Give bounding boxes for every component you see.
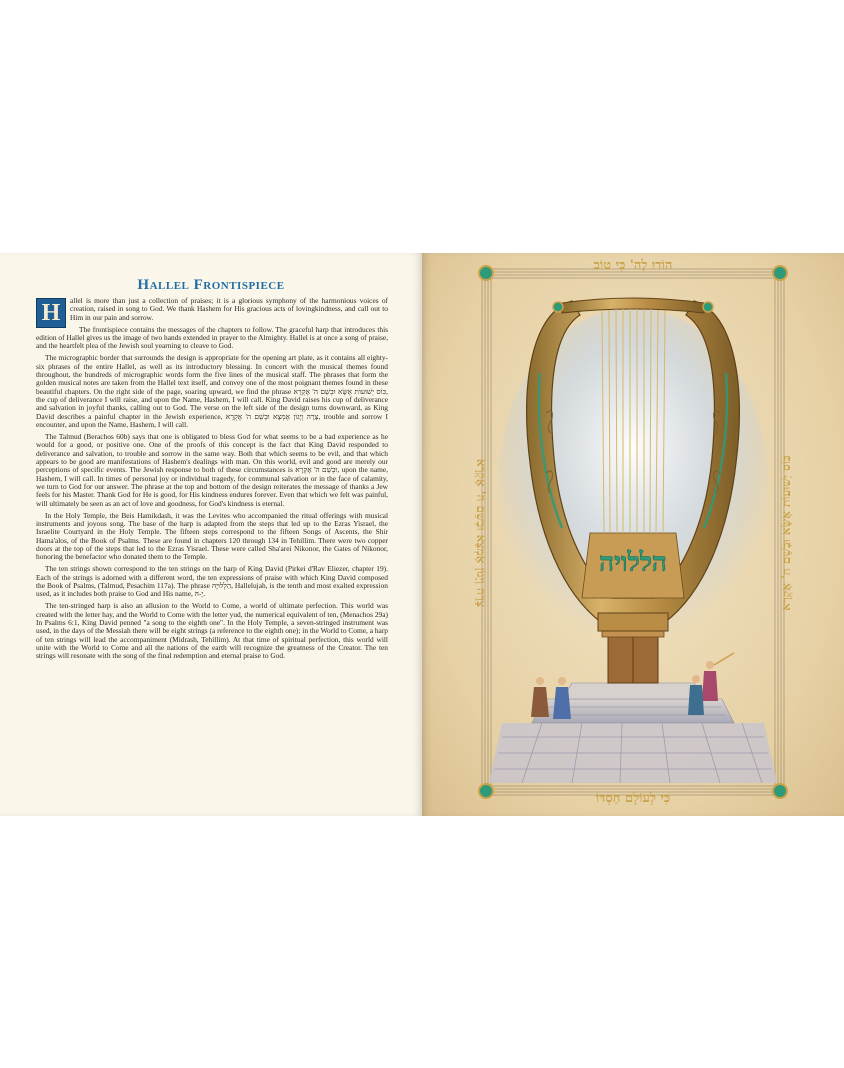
- trumpet: [714, 653, 734, 665]
- figure-left-1: [531, 677, 549, 717]
- paragraph-5: In the Holy Temple, the Beis Hamikdash, it was the Levites who accompanied the ritual offerings with musical instruments and joyous song. The base of the harp is adapted from the steps that led up to the Ezras Yisrael, the Israelite Courtyard in the Holy Temple. The fifteen steps correspond to the fifteen Songs of Ascents, the Shir Hama'alos, of the Book of Psalms. These are found in chapters 120 through 134 in Tehillim. There were two copper doors at the top of the steps that led to the Ezras Yisrael. These were called Sha'arei Nikonor, the Gates of Nikonor, honoring the benefactor who donated them to the Temple.: [36, 510, 388, 562]
- paragraph-6: The ten strings shown correspond to the ten strings on the harp of King David (Pirkei d'Rav Eliezer, chapter 19). Each of the strings is adorned with a different word, the ten expressions of praise with which King David composed the Book of Psalms, (Talmud, Pesachim 117a). The phrase הַלְלוּיָהּ, Hallelujah, is the tenth and most exalted expression used, as it includes both praise to God and His name, יָ-הּ.: [36, 564, 388, 599]
- page-title: Hallel Frontispiece: [137, 277, 285, 293]
- bottom-verse: כִּי לְעוֹלָם חַסְדּוֹ: [595, 791, 671, 806]
- drop-cap: H: [36, 298, 66, 328]
- paragraph-3: The micrographic border that surrounds the design is appropriate for the opening art plate, as it contains all eighty-six phrases of the entire Hallel, as well as its introductory blessing. In concert with the musical themes found throughout, the hundreds of micrographic words form the five lines of the musical staff. The phrases that form the golden musical notes are taken from the Hallel text itself, and convey one of the most poignant themes found in these beautiful chapters. On the right side of the page, soaring upward, we find the phrase כּוֹס יְשׁוּעוֹת אֶשָּׂא וּבְשֵׁם ה' אֶקְרָא, the cup of deliverance I will raise, and upon the Name, Hashem, I will call. King David raises his cup of deliverance and salvation in joyful thanks, calling out to God. The verse on the left side of the design turns downward, as King David describes a painful chapter in the Jewish experience, צָרָה וְיָגוֹן אֶמְצָא וּבְשֵׁם ה' אֶקְרָא, trouble and sorrow I encounter, and upon the Name, Hashem, I will call.: [36, 353, 388, 429]
- body-text: [36, 297, 388, 664]
- harp-panel-letters: הללויה: [599, 548, 667, 578]
- gem-bottom-left: [479, 784, 493, 798]
- figure-left-2: [553, 677, 571, 719]
- nikonor-gates: [602, 629, 664, 683]
- figure-right-1: [702, 661, 718, 701]
- gem-top-left: [479, 266, 493, 280]
- paragraph-2: The frontispiece contains the messages of the chapters to follow. The graceful harp that introduces this edition of Hallel gives us the image of two hands extended in prayer to the Almighty. Hallel is at once a song of praise, and the heartfelt plea of the Jewish soul yearning to cleave to God.: [36, 324, 388, 351]
- right-page: [422, 253, 844, 816]
- paragraph-4: The Talmud (Berachos 60b) says that one is obligated to bless God for what seems to be a bad experience as he would for a good, or positive one. One of the proofs of this concept is the fact that King David responded to deliverance and salvation, to trouble and sorrow in the same way. Both that which seems to be evil, and that which appears to be good are manifestations of Hashem's dealings with man. On this world, evil and good are merely our perceptions of specific events. The Jewish response to both of these circumstances is וּבְשֵׁם ה' אֶקְרָא, upon the name, Hashem, I will call. In times of personal joy or individual tragedy, for communal salvation or in the face of calamity, we turn to God for our answer. The phrase at the top and bottom of the design reiterates the message of thanks a Jew feels for his Master. Thank God for He is good, for His kindness endures forever. Even that which we felt was painful, will ultimately be seen as an act of love and goodness, for God's kindness is eternal.: [36, 431, 389, 508]
- top-verse: הוֹדוּ לַה' כִּי טוֹב: [593, 258, 673, 273]
- paragraph-1-text: allel is more than just a collection of praises; it is a glorious symphony of the harmonious voices of creation, raised in song to God. We thank Hashem for His gracious acts of lovingkindness, and call out to Him in our pain and sorrow.: [70, 296, 388, 322]
- left-page: [0, 253, 422, 816]
- gem-bottom-right: [773, 784, 787, 798]
- gem-top-right: [773, 266, 787, 280]
- paragraph-7: The ten-stringed harp is also an allusion to the World to Come, a world of ultimate perfection. This world was created with the letter hay, and the World to Come with the letter yud, the numerical equivalent of ten, (Menachos 29a) In Psalms 6:1, King David penned "a song to the eighth one". In the Holy Temple, a seven-stringed instrument was used, in the days of the Messiah there will be eight strings (a reference to the eighth one); in the World to Come, a harp of ten strings will lead the accompaniment (Midrash, Tehillim). At that time of spiritual perfection, this world will unite with the World to Come and all the nations of the earth will recognize the greatness of the Creator. The ten strings will resonate with the song of the final redemption and eternal praise to God.: [36, 601, 388, 661]
- book-spread: [0, 253, 844, 816]
- harp-artwork: [422, 253, 844, 816]
- temple-floor: [489, 723, 777, 783]
- figure-right-2: [688, 675, 704, 715]
- paragraph-1: [36, 296, 388, 326]
- left-verse: צָרָה וְיָגוֹן אֶמְצָא וּבְשֵׁם ה' אֶקְרָא: [474, 458, 488, 608]
- right-verse: כּוֹס יְשׁוּעוֹת אֶשָּׂא וּבְשֵׁם ה' אֶקְרָא: [779, 455, 793, 611]
